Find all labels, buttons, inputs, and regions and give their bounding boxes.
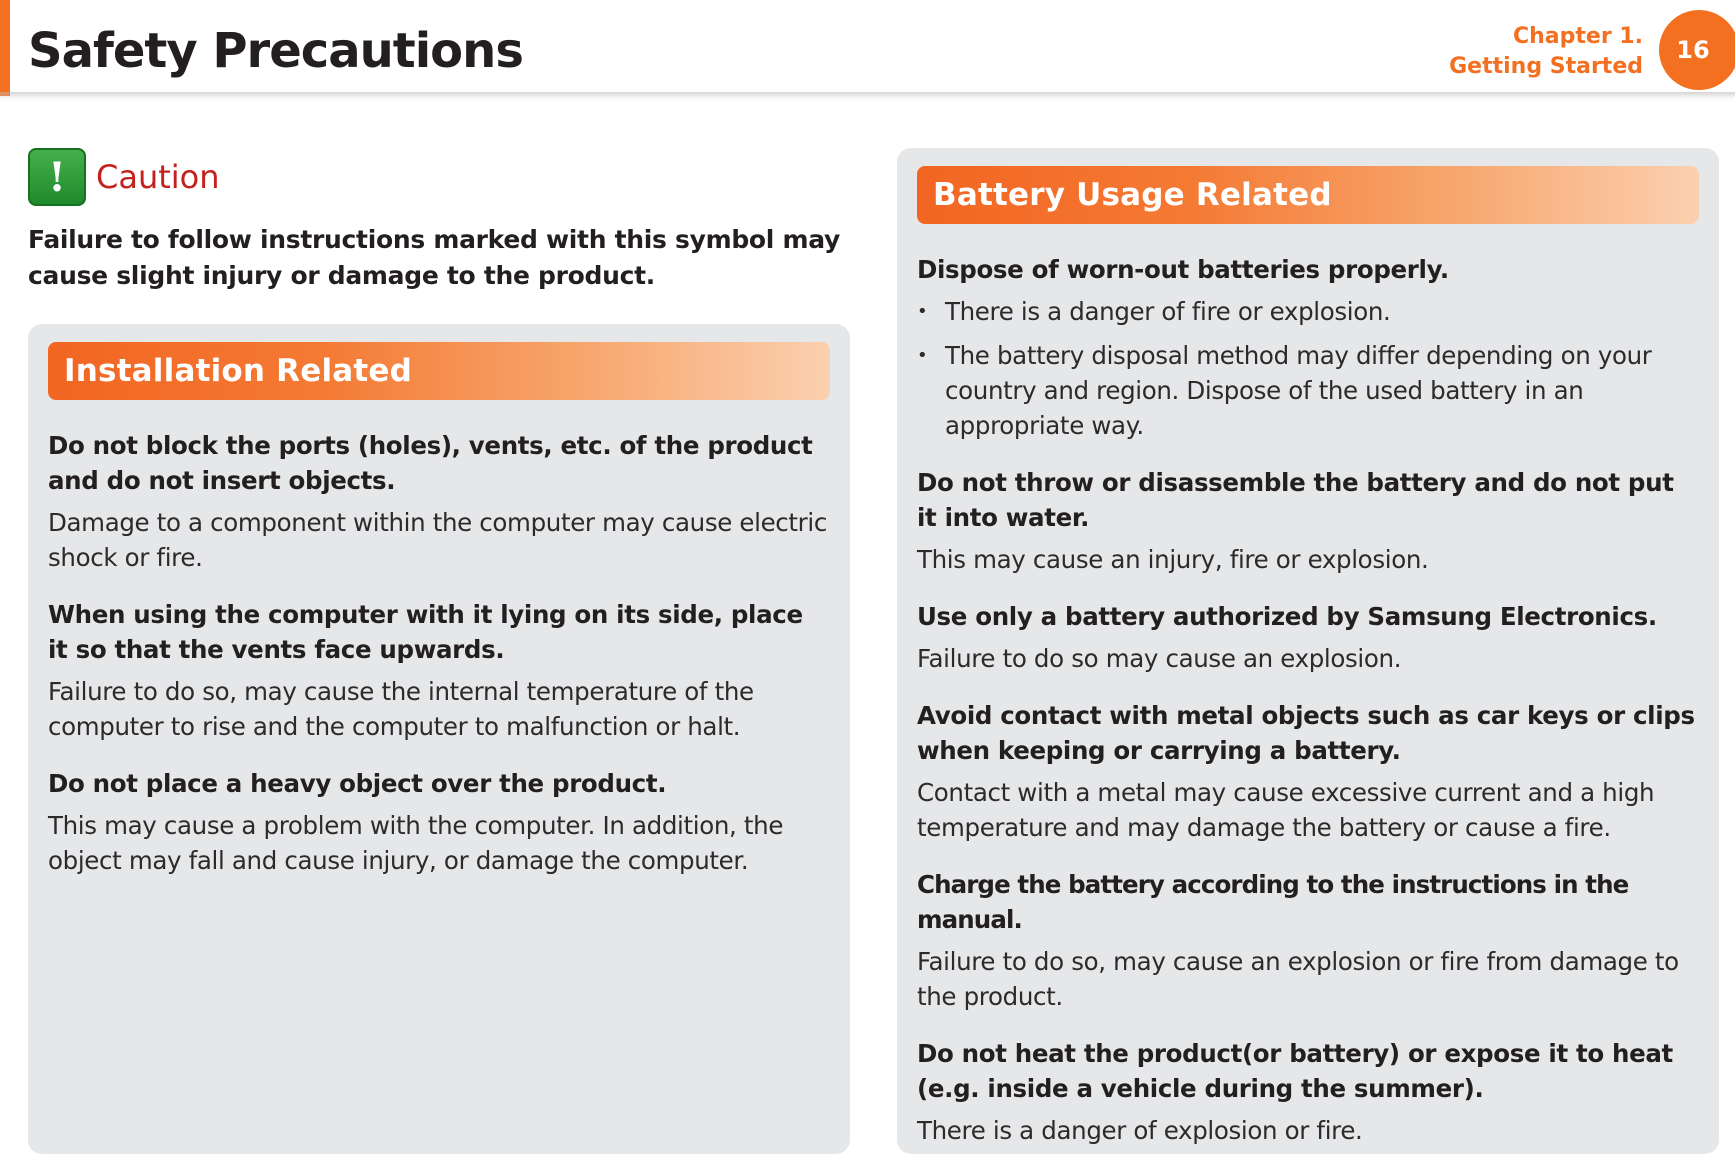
- battery-item-heading: Do not throw or disassemble the battery and do not put it into water.: [917, 468, 1674, 532]
- battery-item-heading: Use only a battery authorized by Samsung Electronics.: [917, 602, 1657, 631]
- page-number-badge: [1659, 10, 1735, 90]
- installation-item-heading: Do not block the ports (holes), vents, etc. of the product and do not insert objects.: [48, 431, 813, 495]
- installation-content: [28, 400, 850, 878]
- battery-item-heading: Dispose of worn-out batteries properly.: [917, 255, 1449, 284]
- battery-item-heading: Charge the battery according to the instructions in the manual.: [917, 870, 1629, 934]
- page-number: 16: [1676, 36, 1710, 64]
- chapter-title: Getting Started: [1449, 54, 1643, 79]
- bullet-item: • There is a danger of fire or explosion.: [917, 294, 1699, 329]
- page-title: Safety Precautions: [28, 23, 523, 79]
- bullet-item: • The battery disposal method may differ depending on your country and region. Dispose of the used battery in an appropriate way.: [917, 338, 1699, 443]
- caution-exclamation-icon: !: [28, 148, 86, 206]
- battery-panel: [897, 148, 1719, 1154]
- chapter-number: Chapter 1.: [1512, 24, 1643, 49]
- installation-item-heading: Do not place a heavy object over the product.: [48, 769, 667, 798]
- installation-panel: [28, 324, 850, 1154]
- caution-label: Caution: [96, 158, 220, 196]
- battery-item-heading: Avoid contact with metal objects such as car keys or clips when keeping or carrying a battery.: [917, 701, 1695, 765]
- battery-item-heading: Do not heat the product(or battery) or expose it to heat (e.g. inside a vehicle during the summer).: [917, 1039, 1673, 1103]
- installation-item-body: Failure to do so, may cause the internal temperature of the computer to rise and the computer to malfunction or halt.: [48, 677, 754, 741]
- caution-intro-text: Failure to follow instructions marked with this symbol may cause slight injury or damage to the product.: [28, 225, 841, 290]
- battery-item-body: There is a danger of explosion or fire.: [917, 1116, 1363, 1145]
- installation-item-heading: When using the computer with it lying on its side, place it so that the vents face upwards.: [48, 600, 803, 664]
- header-divider: [0, 92, 1735, 102]
- installation-item-body: Damage to a component within the computer may cause electric shock or fire.: [48, 508, 827, 572]
- installation-item-body: This may cause a problem with the computer. In addition, the object may fall and cause injury, or damage the computer.: [48, 811, 784, 875]
- battery-item-body: Contact with a metal may cause excessive current and a high temperature and may damage the battery or cause a fire.: [917, 778, 1655, 842]
- battery-item-body: Failure to do so may cause an explosion.: [917, 644, 1402, 673]
- caution-label-row: [28, 148, 220, 206]
- installation-title: Installation Related: [48, 342, 830, 400]
- battery-title: Battery Usage Related: [917, 166, 1699, 224]
- header-accent-bar: [0, 0, 10, 96]
- battery-item-body: Failure to do so, may cause an explosion or fire from damage to the product.: [917, 947, 1679, 1011]
- battery-content: [897, 224, 1719, 1148]
- battery-item-body: This may cause an injury, fire or explosion.: [917, 545, 1429, 574]
- battery-bullet-list: [917, 294, 1699, 443]
- chapter-label: [1449, 22, 1643, 82]
